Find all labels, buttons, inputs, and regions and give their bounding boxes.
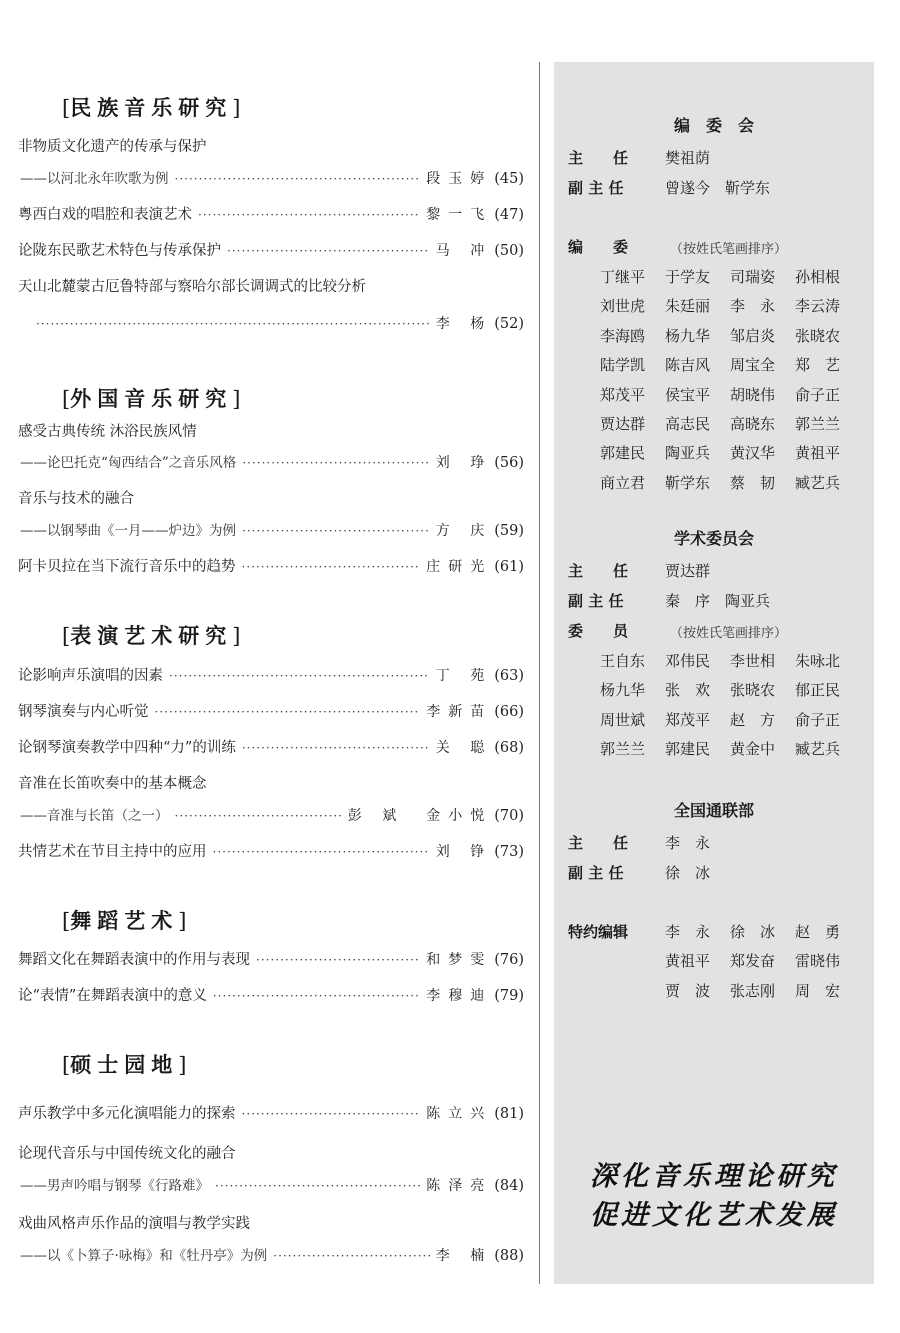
member-row	[665, 980, 860, 1001]
member-row	[600, 738, 860, 759]
member-name: 赵 方	[730, 710, 776, 729]
member-row	[600, 650, 860, 671]
leader-dots	[155, 701, 421, 723]
toc-entry[interactable]: 论“表情”在舞蹈表演中的意义 ····· 李穆迪 (79)	[18, 985, 524, 1007]
member-name: 孙相根	[795, 268, 841, 286]
member-name: 俞子正	[795, 710, 841, 729]
director-name: 李 永	[665, 834, 711, 852]
member-name: 商立君	[600, 473, 646, 492]
liaison-heading: 全国通联部	[673, 801, 754, 820]
leader-dots	[213, 841, 430, 863]
member-name: 邓伟民	[665, 652, 711, 670]
toc-entry[interactable]: 粤西白戏的唱腔和表演艺术 ····· 黎一飞 (47)	[18, 204, 524, 226]
member-name: 赵 勇	[795, 923, 841, 941]
member-name: 郭建民	[600, 444, 646, 463]
leader-dots	[198, 204, 420, 226]
members-label: 委 员	[568, 622, 629, 640]
leader-dots	[242, 737, 430, 759]
leader-dots	[215, 1175, 420, 1197]
deputy-names: 徐 冰	[665, 864, 711, 882]
toc-entry[interactable]: 音乐与技术的融合	[18, 491, 134, 507]
toc-entry[interactable]: ——以钢琴曲《一月——炉边》为例 ····· 方 庆 (59)	[18, 520, 524, 542]
leader-dots	[273, 1245, 429, 1267]
member-name: 雷晓伟	[795, 952, 841, 971]
toc-entry[interactable]: ——论巴托克“匈西结合”之音乐风格 ····· 刘 琤 (56)	[18, 452, 524, 474]
member-name: 黄金中	[730, 740, 776, 759]
member-row	[665, 921, 860, 942]
slogan-line: 深化音乐理论研究	[590, 1161, 838, 1192]
member-row	[600, 295, 860, 316]
toc-entry[interactable]: 论陇东民歌艺术特色与传承保护 ····· 马 冲 (50)	[18, 240, 524, 262]
section-title: [舞蹈艺术]	[62, 908, 187, 933]
member-name: 刘世虎	[600, 297, 646, 316]
director-label: 主 任	[568, 562, 629, 580]
member-row	[600, 266, 860, 287]
member-name: 郑 艺	[795, 356, 841, 375]
member-row	[600, 354, 860, 375]
sort-note: （按姓氏笔画排序）	[670, 242, 788, 257]
leader-dots	[175, 168, 421, 190]
toc-entry[interactable]: 论现代音乐与中国传统文化的融合	[18, 1146, 236, 1162]
leader-dots	[242, 452, 429, 474]
deputy-label: 副 主 任	[568, 592, 624, 610]
leader-dots	[175, 805, 342, 827]
toc-entry[interactable]: 天山北麓蒙古厄鲁特部与察哈尔部长调调式的比较分析	[18, 279, 366, 295]
member-name: 高志民	[665, 415, 711, 433]
member-name: 李云涛	[795, 297, 841, 316]
member-name: 王自东	[600, 652, 646, 670]
member-name: 李世相	[730, 652, 776, 670]
member-name: 黄祖平	[665, 952, 711, 971]
member-name: 贾 波	[665, 981, 711, 1000]
column-divider	[539, 62, 540, 1284]
member-name: 张志刚	[730, 981, 776, 1000]
member-name: 张 欢	[665, 681, 711, 700]
section-title: [民族音乐研究]	[62, 95, 241, 120]
member-name: 郭建民	[665, 740, 711, 759]
member-name: 徐 冰	[730, 923, 776, 941]
member-name: 丁继平	[600, 268, 646, 286]
member-name: 张晓农	[730, 681, 776, 700]
member-name: 朱廷丽	[665, 297, 711, 316]
toc-entry[interactable]: 阿卡贝拉在当下流行音乐中的趋势 ····· 庄研光 (61)	[18, 556, 524, 578]
member-name: 郑发奋	[730, 952, 776, 971]
toc-entry[interactable]: ——以河北永年吹歌为例 ····· 段玉婷 (45)	[18, 168, 524, 190]
member-name: 李 永	[730, 297, 776, 316]
member-name: 郑茂平	[665, 710, 711, 729]
member-name: 杨九华	[600, 681, 646, 700]
member-row	[665, 950, 860, 971]
leader-dots	[213, 985, 420, 1007]
deputy-names: 秦 序 陶亚兵	[665, 592, 771, 610]
editorial-heading: 编 委 会	[673, 116, 754, 135]
member-name: 周世斌	[600, 710, 646, 729]
member-row	[600, 679, 860, 700]
member-name: 胡晓伟	[730, 385, 776, 404]
toc-entry[interactable]: 钢琴演奏与内心听觉 ····· 李新苗 (66)	[18, 701, 524, 723]
member-name: 朱咏北	[795, 652, 841, 670]
member-name: 黄祖平	[795, 444, 841, 463]
deputy-names: 曾遂今 靳学东	[665, 179, 771, 197]
director-name: 贾达群	[665, 562, 711, 580]
member-name: 司瑞姿	[730, 268, 776, 286]
toc-entry[interactable]: ——男声吟唱与钢琴《行路难》 ····· 陈泽亮 (84)	[18, 1175, 524, 1197]
member-name: 郁正民	[795, 681, 841, 700]
leader-dots	[36, 313, 430, 335]
leader-dots	[242, 556, 421, 578]
section-title: [表演艺术研究]	[62, 623, 241, 648]
toc-entry[interactable]: 音准在长笛吹奏中的基本概念	[18, 776, 207, 792]
toc-entry[interactable]: 戏曲风格声乐作品的演唱与教学实践	[18, 1216, 250, 1232]
member-name: 邹启炎	[730, 326, 776, 345]
leader-dots	[169, 665, 430, 687]
toc-entry[interactable]: ——以《卜算子·咏梅》和《牡丹亭》为例 ····· 李 楠 (88)	[18, 1245, 524, 1267]
member-name: 周宝全	[730, 356, 776, 375]
member-name: 李海鸥	[600, 326, 646, 345]
member-name: 贾达群	[600, 415, 646, 433]
member-row	[600, 413, 860, 434]
deputy-label: 副 主 任	[568, 179, 624, 197]
director-label: 主 任	[568, 149, 629, 167]
member-name: 俞子正	[795, 385, 841, 404]
member-name: 蔡 韧	[730, 473, 776, 492]
member-name: 于学友	[665, 268, 711, 286]
toc-entry[interactable]: ····· 李 杨 (52)	[18, 313, 524, 335]
toc-entry[interactable]: 声乐教学中多元化演唱能力的探索 ····· 陈立兴 (81)	[18, 1103, 524, 1125]
member-name: 黄汉华	[730, 444, 776, 463]
section-title: [硕士园地]	[62, 1052, 187, 1077]
leader-dots	[242, 520, 430, 542]
member-name: 臧艺兵	[795, 740, 841, 759]
member-name: 陆学凯	[600, 356, 646, 375]
toc-entry[interactable]: 论钢琴演奏教学中四种“力”的训练 ····· 关 聪 (68)	[18, 737, 524, 759]
sort-note: （按姓氏笔画排序）	[670, 626, 788, 641]
member-name: 侯宝平	[665, 385, 711, 404]
member-row	[600, 472, 860, 493]
table-of-contents	[18, 0, 524, 1333]
section-title: [外国音乐研究]	[62, 386, 241, 411]
member-row	[600, 442, 860, 463]
member-row	[600, 325, 860, 346]
member-name: 李 永	[665, 923, 711, 941]
member-row	[600, 709, 860, 730]
member-name: 郭兰兰	[795, 415, 841, 433]
member-name: 张晓农	[795, 326, 841, 345]
member-name: 郑茂平	[600, 385, 646, 404]
committee-panel	[554, 62, 874, 1284]
director-name: 樊祖荫	[665, 149, 711, 167]
director-label: 主 任	[568, 834, 629, 852]
member-name: 杨九华	[665, 326, 711, 345]
member-name: 郭兰兰	[600, 740, 646, 759]
special-editors-label: 特约编辑	[568, 923, 629, 941]
toc-entry[interactable]: 非物质文化遗产的传承与保护	[18, 139, 207, 155]
leader-dots	[227, 240, 430, 262]
member-name: 陈吉风	[665, 356, 711, 375]
member-name: 臧艺兵	[795, 473, 841, 492]
member-row	[600, 384, 860, 405]
members-label: 编 委	[568, 238, 629, 256]
academic-heading: 学术委员会	[673, 529, 754, 548]
toc-entry[interactable]: 论影响声乐演唱的因素 ····· 丁 苑 (63)	[18, 665, 524, 687]
member-name: 靳学东	[665, 473, 711, 492]
toc-entry[interactable]: ——音准与长笛（之一） ····· 彭 斌 金小悦 (70)	[18, 805, 524, 827]
member-name: 高晓东	[730, 415, 776, 433]
deputy-label: 副 主 任	[568, 864, 624, 882]
toc-entry[interactable]: 舞蹈文化在舞蹈表演中的作用与表现 ····· 和梦雯 (76)	[18, 949, 524, 971]
leader-dots	[256, 949, 420, 971]
member-name: 周 宏	[795, 981, 841, 1000]
leader-dots	[242, 1103, 421, 1125]
toc-entry[interactable]: 感受古典传统 沐浴民族风情	[18, 424, 197, 440]
member-name: 陶亚兵	[665, 444, 711, 463]
slogan-line: 促进文化艺术发展	[590, 1200, 838, 1231]
toc-entry[interactable]: 共情艺术在节目主持中的应用 ····· 刘 铮 (73)	[18, 841, 524, 863]
